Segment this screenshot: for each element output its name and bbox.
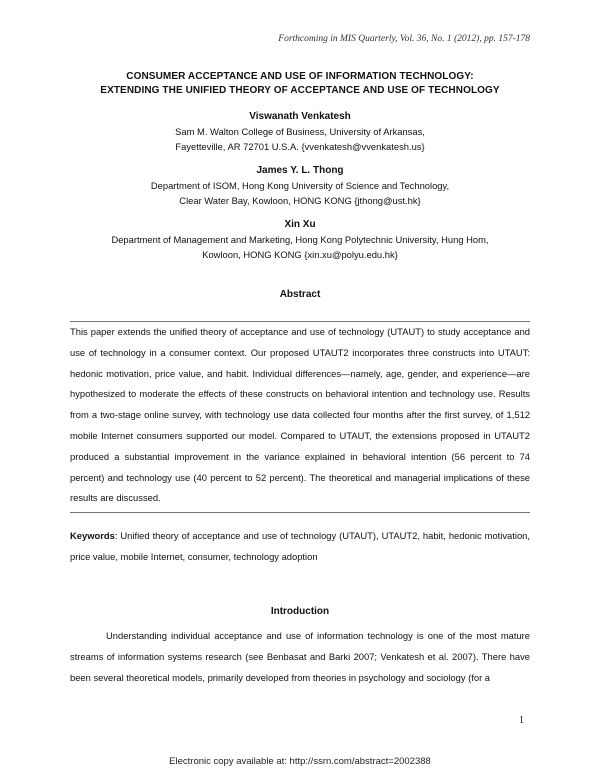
introduction-body: Understanding individual acceptance and use of information technology is one of the most mature streams of information systems research (see Benbasat and Barki 2007; Venkatesh et al. 2007). There have been several theoretical models, primarily developed from theories in psychology and sociology (for a xyxy=(70,630,530,683)
author-affiliation: Fayetteville, AR 72701 U.S.A. {vvenkatesh@vvenkatesh.us} xyxy=(175,141,425,152)
author-name: Xin Xu xyxy=(284,219,316,230)
ssrn-footer: Electronic copy available at: http://ssrn.com/abstract=2002388 xyxy=(169,756,431,767)
journal-citation: Forthcoming in MIS Quarterly, Vol. 36, No. 1 (2012), pp. 157-178 xyxy=(278,34,530,44)
introduction-text xyxy=(70,626,530,688)
paper-title-line-2: EXTENDING THE UNIFIED THEORY OF ACCEPTANCE AND USE OF TECHNOLOGY xyxy=(100,85,500,96)
abstract-text: This paper extends the unified theory of acceptance and use of technology (UTAUT) to study acceptance and use of technology in a consumer context. Our proposed UTAUT2 incorporates three constructs into UTAUT: hedonic motivation, price value, and habit. Individual differences—namely, age, gender, and experience—are hypothesized to moderate the effects of these constructs on behavioral intention and technology use. Results from a two-stage online survey, with technology use data collected four months after the first survey, of 1,512 mobile Internet consumers supported our model. Compared to UTAUT, the extensions proposed in UTAUT2 produced a substantial improvement in the variance explained in behavioral intention (56 percent to 74 percent) and technology use (40 percent to 52 percent). The theoretical and managerial implications of these results are discussed. xyxy=(70,326,530,504)
page-number: 1 xyxy=(519,715,524,726)
abstract-bottom-rule xyxy=(70,512,530,513)
introduction-heading: Introduction xyxy=(270,606,330,617)
keywords-text: : Unified theory of acceptance and use of technology (UTAUT), UTAUT2, habit, hedonic motivation, price value, mobile Internet, consumer, technology adoption xyxy=(70,530,530,562)
author-name: Viswanath Venkatesh xyxy=(249,111,351,122)
author-affiliation: Sam M. Walton College of Business, University of Arkansas, xyxy=(175,126,425,137)
author-affiliation: Department of Management and Marketing, Hong Kong Polytechnic University, Hung Hom, xyxy=(111,234,489,245)
keywords-label: Keywords xyxy=(70,530,115,541)
abstract-heading: Abstract xyxy=(279,289,321,300)
author-affiliation: Clear Water Bay, Kowloon, HONG KONG {jthong@ust.hk} xyxy=(179,195,421,206)
author-affiliation: Kowloon, HONG KONG {xin.xu@polyu.edu.hk} xyxy=(202,249,398,260)
author-affiliation: Department of ISOM, Hong Kong University of Science and Technology, xyxy=(150,180,450,191)
paper-title-line-1: CONSUMER ACCEPTANCE AND USE OF INFORMATION TECHNOLOGY: xyxy=(126,71,474,82)
keywords xyxy=(70,526,530,568)
author-name: James Y. L. Thong xyxy=(256,165,344,176)
